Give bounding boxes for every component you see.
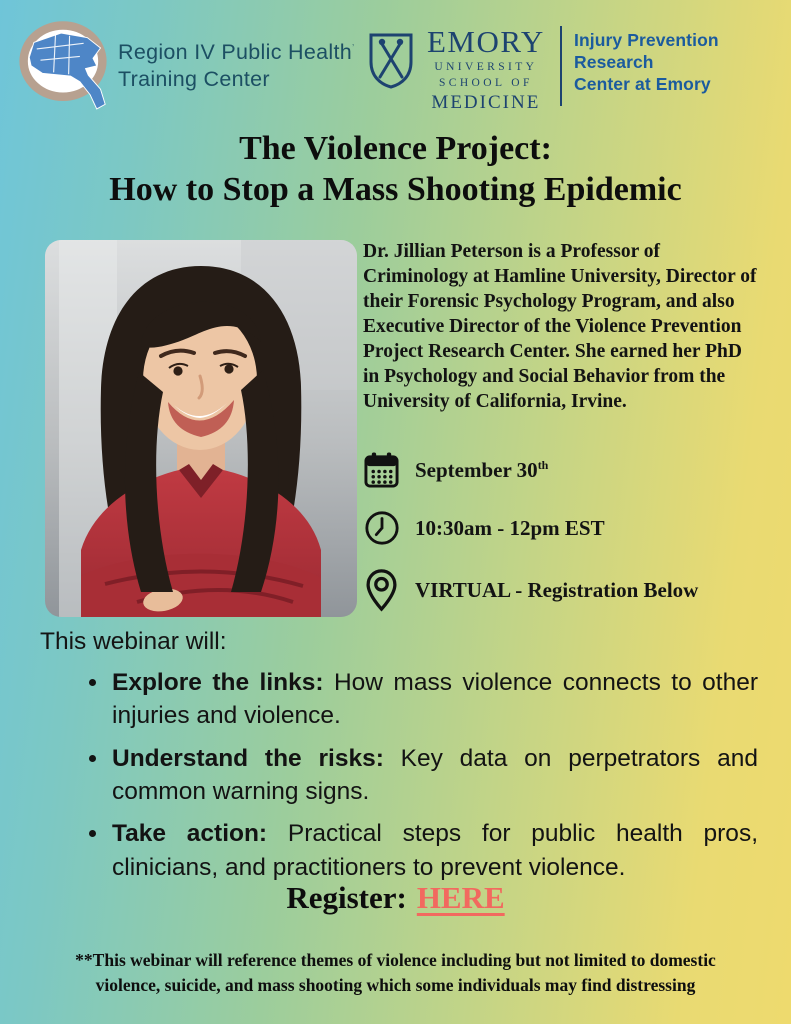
bullet-text: Practical steps for public health pros, clinicians, and practitioners to prevent violence. [112, 820, 758, 881]
emory-shield-icon [368, 32, 414, 114]
emory-logo [368, 26, 545, 114]
detail-date-text: September 30 [415, 457, 538, 482]
bullet-text: How mass violence connects to other injuries and violence. [112, 669, 758, 730]
region-iv-trademark: ’ [351, 42, 355, 54]
iprc-line2: Center at Emory [574, 73, 711, 94]
page-title-line2: How to Stop a Mass Shooting Epidemic [109, 171, 682, 209]
emory-wordmark: EMORY [427, 24, 545, 59]
register-link[interactable]: HERE [416, 880, 505, 915]
detail-date-ordinal: th [537, 457, 549, 472]
bullet-lead: Take action: [112, 820, 268, 848]
bullet-item-take-action [110, 817, 758, 884]
detail-location: VIRTUAL - Registration Below [415, 577, 699, 602]
register-label: Register: [286, 880, 407, 915]
emory-wordmark-block [427, 26, 545, 114]
emory-university-label: UNIVERSITY [434, 61, 538, 73]
detail-date [415, 458, 548, 483]
iprc-line1: Injury Prevention Research [574, 30, 719, 72]
calendar-icon [363, 452, 400, 488]
header [18, 12, 777, 124]
region-iv-logo [18, 14, 355, 117]
bullet-item-understand [110, 742, 758, 809]
speaker-photo [45, 240, 357, 617]
emory-school-of-label: SCHOOL OF [438, 77, 533, 89]
header-divider [560, 26, 562, 106]
webinar-bullets [40, 666, 758, 884]
clock-icon [363, 510, 400, 546]
bullet-item-explore [110, 666, 758, 733]
bullet-text: Key data on perpetrators and common warning signs. [112, 744, 758, 805]
bullet-lead: Understand the risks: [112, 744, 384, 772]
region-iv-logo-text [118, 39, 355, 92]
page-title-line1: The Violence Project: [239, 130, 552, 167]
emory-medicine-label: MEDICINE [431, 92, 541, 113]
bullet-lead: Explore the links: [112, 669, 324, 696]
region-iv-map-icon [18, 14, 108, 117]
region-iv-line2: Training Center [118, 66, 270, 91]
speaker-bio: Dr. Jillian Peterson is a Professor of Criminology at Hamline University, Director of their Forensic Psychology Program, and also Executive Director of the Violence Prevention Project Research Center. She earned her PhD in Psychology and Social Behavior from the University of California, Irvine. [363, 241, 757, 412]
event-details [363, 452, 698, 612]
detail-time: 10:30am - 12pm EST [415, 515, 605, 540]
iprc-title [574, 30, 777, 96]
webinar-section [40, 628, 758, 893]
detail-row-time [363, 510, 698, 546]
portrait-illustration [45, 240, 357, 617]
region-iv-line1: Region IV Public Health [118, 39, 352, 64]
page-title [0, 128, 791, 211]
register-line [0, 880, 791, 916]
webinar-intro: This webinar will: [40, 628, 227, 655]
disclaimer-text: **This webinar will reference themes of violence including but not limited to domestic violence, suicide, and mass shooting which some individuals may find distressing [75, 950, 716, 995]
detail-row-date [363, 452, 698, 488]
location-pin-icon [363, 568, 400, 612]
detail-row-location [363, 568, 698, 612]
